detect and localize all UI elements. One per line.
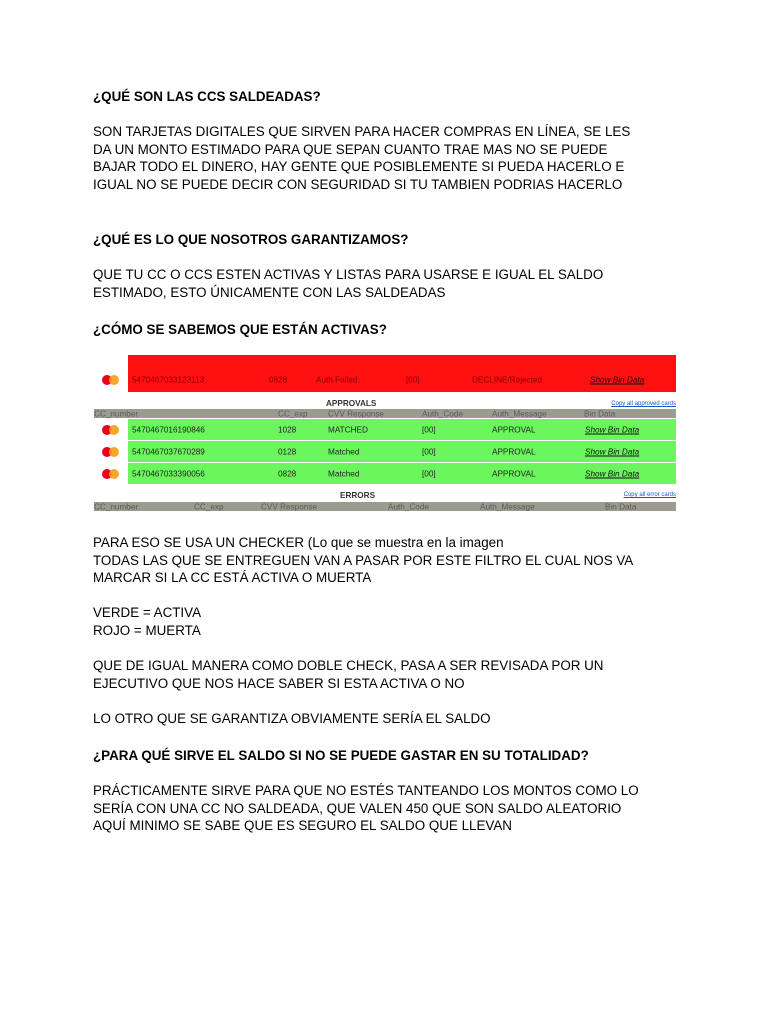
- text-line: PARA ESO SE USA UN CHECKER (Lo que se muestra en la imagen: [93, 535, 504, 550]
- cvv-response: Auth Failed: [316, 375, 358, 385]
- paragraph-garantizamos: [93, 266, 603, 301]
- card-icon-box: [94, 419, 128, 440]
- header-cc-exp: CC_exp: [278, 409, 308, 418]
- checker-screenshot: [94, 355, 676, 512]
- header-cc-number: CC_number: [94, 502, 139, 511]
- paragraph-double-check: [93, 657, 603, 692]
- header-auth-code: Auth_Code: [422, 409, 463, 418]
- show-bin-data-link[interactable]: Show Bin Data: [585, 469, 640, 478]
- cvv-response: Matched: [328, 447, 360, 456]
- errors-header-row: [94, 502, 676, 511]
- show-bin-data-link[interactable]: Show Bin Data: [585, 425, 640, 434]
- text-line: QUE TU CC O CCS ESTEN ACTIVAS Y LISTAS PARA USARSE E IGUAL EL SALDO: [93, 267, 604, 282]
- cc-number: 5470467033390056: [132, 469, 205, 478]
- cc-exp: 0828: [269, 375, 288, 385]
- header-auth-code: Auth_Code: [388, 502, 429, 511]
- auth-code: [00]: [422, 425, 436, 434]
- text-line: TODAS LAS QUE SE ENTREGUEN VAN A PASAR POR ESTE FILTRO EL CUAL NOS VA: [93, 552, 634, 568]
- text-line: EJECUTIVO QUE NOS HACE SABER SI ESTA ACTIVA O NO: [93, 675, 465, 691]
- text-line: BAJAR TODO EL DINERO, HAY GENTE QUE POSIBLEMENTE SI PUEDA HACERLO E: [93, 159, 625, 175]
- mastercard-icon: [102, 446, 120, 458]
- approved-row: [94, 419, 676, 440]
- approved-row: [94, 441, 676, 462]
- cc-number: 5470467016190846: [132, 425, 205, 434]
- approvals-header-row: [94, 409, 676, 418]
- approvals-title: APPROVALS: [326, 399, 377, 408]
- paragraph-saldo: LO OTRO QUE SE GARANTIZA OBVIAMENTE SERÍA EL SALDO: [93, 711, 491, 726]
- auth-message: APPROVAL: [492, 425, 536, 434]
- text-line: AQUÍ MINIMO SE SABE QUE ES SEGURO EL SALDO QUE LLEVAN: [93, 818, 512, 834]
- legend-green: VERDE = ACTIVA: [93, 605, 202, 620]
- auth-code: [00]: [422, 469, 436, 478]
- cc-exp: 0828: [278, 469, 297, 478]
- cvv-response: MATCHED: [328, 425, 368, 434]
- text-line: SERÍA CON UNA CC NO SALDEADA, QUE VALEN 450 QUE SON SALDO ALEATORIO: [93, 800, 622, 816]
- text-line: IGUAL NO SE PUEDE DECIR CON SEGURIDAD SI TU TAMBIEN PODRIAS HACERLO: [93, 176, 623, 192]
- auth-message: APPROVAL: [492, 447, 536, 456]
- heading-garantizamos: ¿QUÉ ES LO QUE NOSOTROS GARANTIZAMOS?: [93, 232, 409, 247]
- header-cc-exp: CC_exp: [194, 502, 224, 511]
- text-line: QUE DE IGUAL MANERA COMO DOBLE CHECK, PASA A SER REVISADA POR UN: [93, 658, 604, 673]
- text-line: ESTIMADO, ESTO ÚNICAMENTE CON LAS SALDEADAS: [93, 284, 446, 300]
- header-bin-data: Bin Data: [584, 409, 616, 418]
- approved-row: [94, 463, 676, 484]
- header-bin-data: Bin Data: [605, 502, 637, 511]
- errors-title: ERRORS: [340, 491, 376, 500]
- paragraph-que-son: [93, 123, 630, 193]
- copy-errors-link[interactable]: Copy all error cards: [623, 492, 676, 498]
- auth-code: [00]: [422, 447, 436, 456]
- legend-red: ROJO = MUERTA: [93, 622, 201, 638]
- card-icon-box: [94, 368, 128, 392]
- text-line: MARCAR SI LA CC ESTÁ ACTIVA O MUERTA: [93, 570, 372, 586]
- mastercard-icon: [102, 374, 120, 386]
- cc-number: 5470467033123113: [132, 375, 205, 385]
- declined-row-partial: [94, 355, 676, 368]
- mastercard-icon: [102, 468, 120, 480]
- heading-que-son: ¿QUÉ SON LAS CCS SALDEADAS?: [93, 89, 321, 104]
- text-line: SON TARJETAS DIGITALES QUE SIRVEN PARA HACER COMPRAS EN LÍNEA, SE LES: [93, 124, 631, 139]
- cc-number: 5470467037670289: [132, 447, 205, 456]
- header-auth-message: Auth_Message: [480, 502, 535, 511]
- header-cvv-response: CVV Response: [328, 409, 384, 418]
- header-cc-number: CC_number: [94, 409, 139, 418]
- card-icon-box: [94, 441, 128, 462]
- show-bin-data-link[interactable]: Show Bin Data: [585, 447, 640, 456]
- card-icon-box: [94, 463, 128, 484]
- cc-exp: 0128: [278, 447, 297, 456]
- text-line: DA UN MONTO ESTIMADO PARA QUE SEPAN CUANTO TRAE MAS NO SE PUEDE: [93, 141, 608, 157]
- copy-approved-link[interactable]: Copy all approved cards: [611, 401, 676, 407]
- card-icon-box: [94, 355, 128, 368]
- heading-como-sabemos: ¿CÓMO SE SABEMOS QUE ESTÁN ACTIVAS?: [93, 322, 387, 337]
- paragraph-checker: [93, 534, 633, 587]
- auth-message: APPROVAL: [492, 469, 536, 478]
- header-auth-message: Auth_Message: [492, 409, 547, 418]
- cvv-response: Matched: [328, 469, 360, 478]
- paragraph-para-que-sirve: [93, 782, 639, 835]
- text-line: PRÁCTICAMENTE SIRVE PARA QUE NO ESTÉS TANTEANDO LOS MONTOS COMO LO: [93, 783, 639, 798]
- heading-para-que-sirve: ¿PARA QUÉ SIRVE EL SALDO SI NO SE PUEDE GASTAR EN SU TOTALIDAD?: [93, 748, 589, 763]
- declined-row: [94, 368, 676, 392]
- legend: [93, 604, 201, 639]
- auth-message: DECLINE/Rejected: [472, 375, 543, 385]
- cc-exp: 1028: [278, 425, 297, 434]
- mastercard-icon: [102, 424, 120, 436]
- show-bin-data-link[interactable]: Show Bin Data: [590, 375, 645, 385]
- auth-code: [00]: [406, 375, 420, 385]
- header-cvv-response: CVV Response: [261, 502, 317, 511]
